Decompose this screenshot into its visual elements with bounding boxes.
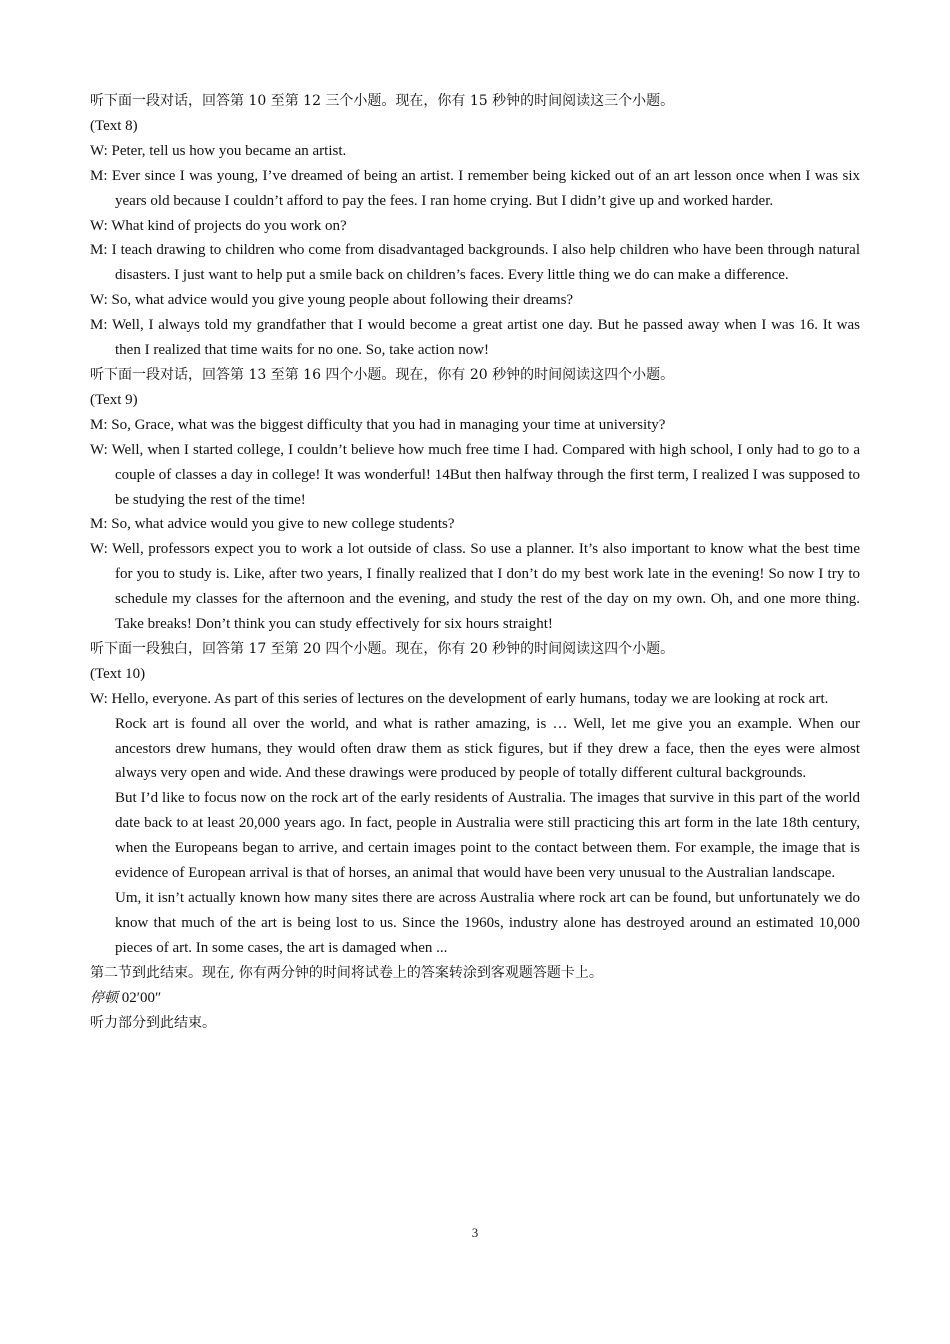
dialogue-turn: M: So, Grace, what was the biggest difficulty that you had in managing your time at university? xyxy=(90,416,666,433)
section-instruction: 听下面一段对话，回答第 13 至第 16 四个小题。现在，你有 20 秒钟的时间阅读这四个小题。 xyxy=(90,366,675,383)
pause-time: 02′00″ xyxy=(118,989,162,1006)
monologue-paragraph: But I’d like to focus now on the rock art of the early residents of Australia. The images that survive in this part of the world date back to at least 20,000 years ago. In fact, people in Australia were still practicing this art form in the late 18th century, when the Europeans began to arrive, and certain images point to the contact between them. For example, the image that is evidence of European arrival is that of horses, an animal that would have been very unusual to the Australian landscape. xyxy=(115,790,860,882)
page-number: 3 xyxy=(471,1225,479,1240)
transfer-notice: 第二节到此结束。现在, 你有两分钟的时间将试卷上的答案转涂到客观题答题卡上。 xyxy=(90,964,603,981)
dialogue-turn: M: Well, I always told my grandfather that I would become a great artist one day. But he passed away when I was 16. It was then I realized that time waits for no one. So, take action now! xyxy=(90,317,860,359)
dialogue-turn: W: Well, professors expect you to work a lot outside of class. So use a planner. It’s also important to know what the best time for you to study is. Like, after two years, I finally realized that I don’t do my best work late in the evening! So now I try to schedule my classes for the afternoon and the evening, and study the rest of the day on my own. Oh, and one more thing. Take breaks! Don’t think you can study effectively for six hours straight! xyxy=(90,541,860,633)
dialogue-turn: W: Peter, tell us how you became an artist. xyxy=(90,142,347,159)
dialogue-turn: M: So, what advice would you give to new college students? xyxy=(90,516,455,533)
section-instruction: 听下面一段对话，回答第 10 至第 12 三个小题。现在，你有 15 秒钟的时间阅读这三个小题。 xyxy=(90,93,675,109)
pause-line xyxy=(90,986,860,1011)
dialogue-turn: W: Well, when I started college, I couldn’t believe how much free time I had. Compared with high school, I only had to go to a couple of classes a day in college! It was wonderful! 14But then halfway through the first term, I realized I was supposed to be studying the rest of the time! xyxy=(90,441,860,508)
pause-label: 停顿 xyxy=(90,989,118,1006)
monologue-paragraph: Um, it isn’t actually known how many sites there are across Australia where rock art can be found, but unfortunately we do know that much of the art is being lost to us. Since the 1960s, industry alone has destroyed around an estimated 10,000 pieces of art. In some cases, the art is damaged when ... xyxy=(115,890,860,956)
text-label: (Text 10) xyxy=(90,665,146,682)
text-label: (Text 9) xyxy=(90,391,138,408)
dialogue-turn: M: I teach drawing to children who come from disadvantaged backgrounds. I also help children who have been through natural disasters. I just want to help put a smile back on children’s faces. Every little thing we do can make a difference. xyxy=(90,242,860,284)
end-notice: 听力部分到此结束。 xyxy=(90,1014,216,1031)
monologue-opening: W: Hello, everyone. As part of this series of lectures on the development of early humans, today we are looking at rock art. xyxy=(90,690,829,707)
dialogue-turn: W: So, what advice would you give young people about following their dreams? xyxy=(90,292,574,309)
dialogue-turn: W: What kind of projects do you work on? xyxy=(90,217,347,234)
section-instruction: 听下面一段独白，回答第 17 至第 20 四个小题。现在，你有 20 秒钟的时间阅读这四个小题。 xyxy=(90,640,675,657)
document-page xyxy=(90,89,860,1035)
dialogue-turn: M: Ever since I was young, I’ve dreamed of being an artist. I remember being kicked out of an art lesson once when I was six years old because I couldn’t afford to pay the fees. I ran home crying. But I didn’t give up and worked harder. xyxy=(90,167,860,209)
text-label: (Text 8) xyxy=(90,117,138,134)
monologue-paragraph: Rock art is found all over the world, and what is rather amazing, is … Well, let me give you an example. When our ancestors drew humans, they would often draw them as stick figures, but if they drew a face, then the eyes were almost always very open and wide. And these drawings were produced by people of totally different cultural backgrounds. xyxy=(115,715,860,782)
